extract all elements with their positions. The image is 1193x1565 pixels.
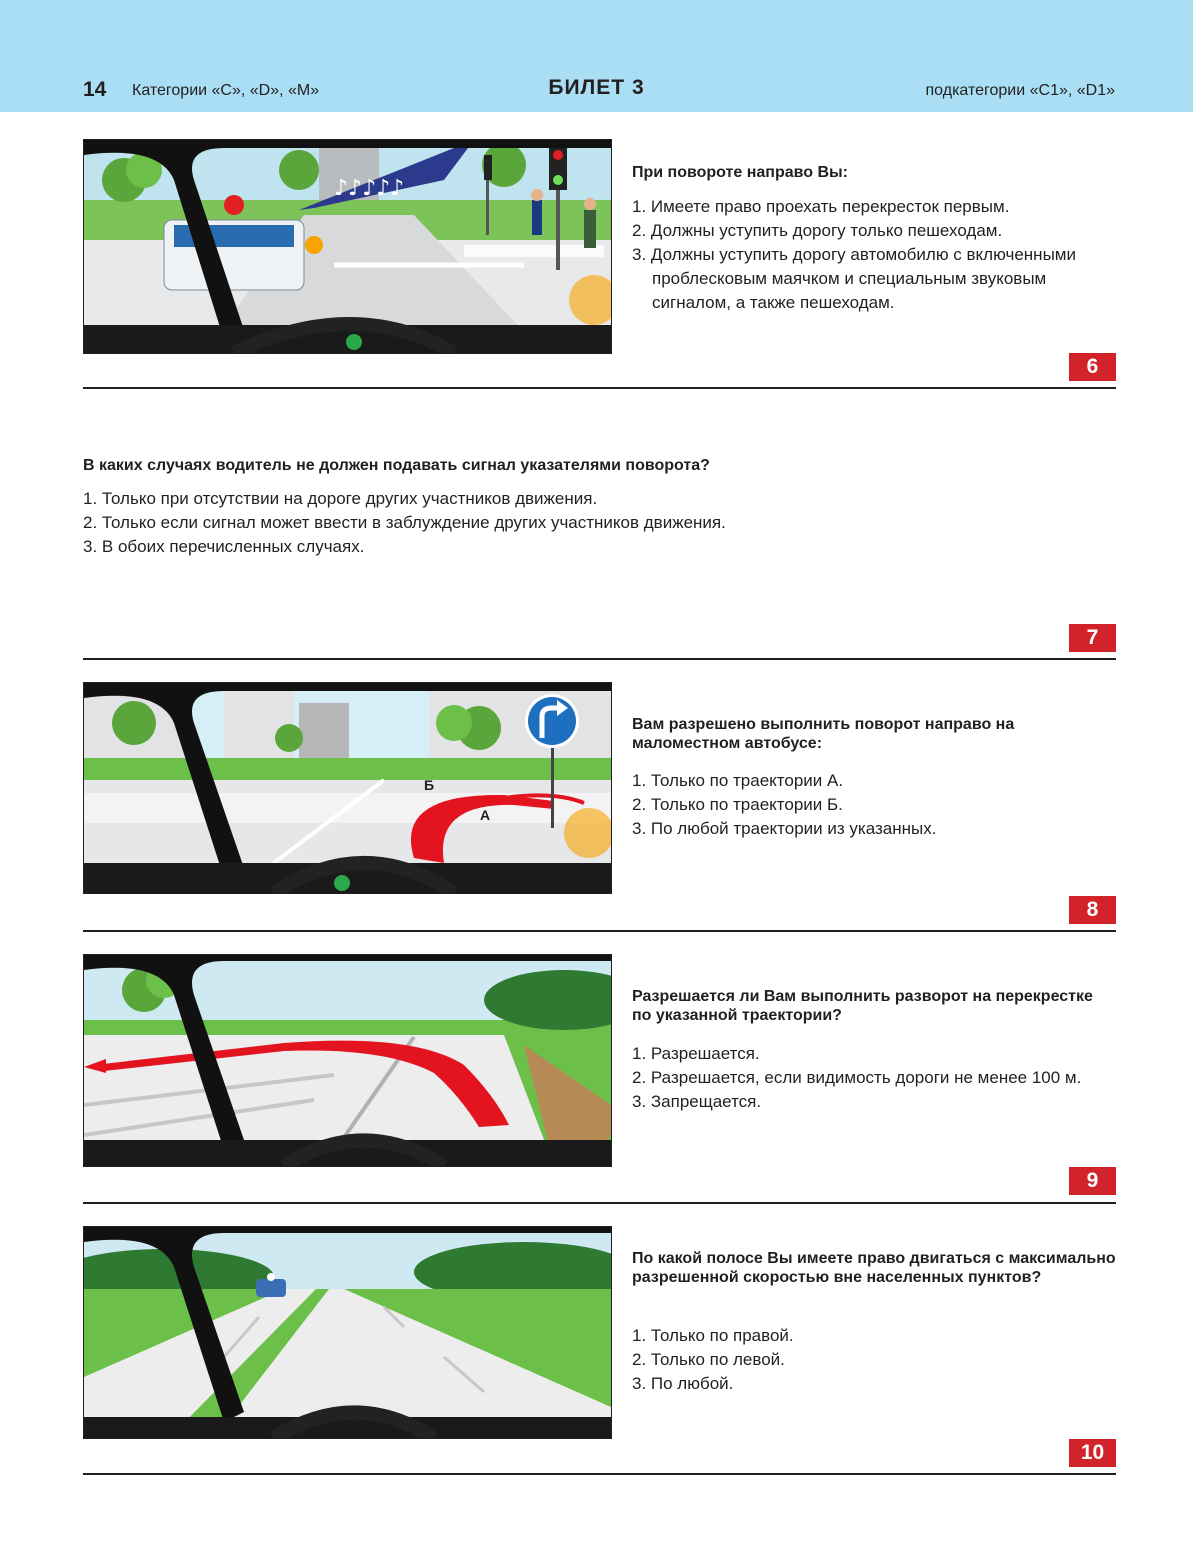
question-6-illustration — [83, 139, 612, 354]
categories-left: Категории «C», «D», «M» — [132, 82, 320, 99]
answer-item[interactable]: 1. Разрешается. — [632, 1044, 760, 1063]
answer-item[interactable]: 1. Только по правой. — [632, 1326, 794, 1345]
question-7-text: В каких случаях водитель не должен подавать сигнал указателями поворота? — [83, 457, 710, 474]
svg-text:♪♪♪♪♪: ♪♪♪♪♪ — [334, 176, 405, 201]
question-9-number: 9 — [1069, 1167, 1116, 1195]
question-10-answers — [632, 1324, 1116, 1396]
question-6-answers — [632, 195, 1118, 315]
answer-item[interactable]: 2. Только если сигнал может ввести в заблуждение других участников движения. — [83, 513, 726, 532]
answer-item[interactable]: 2. Только по траектории Б. — [632, 795, 843, 814]
question-10-illustration — [83, 1226, 612, 1439]
answer-item[interactable]: 1. Имеете право проехать перекресток первым. — [632, 197, 1010, 216]
question-8-number: 8 — [1069, 896, 1116, 924]
question-10-text: По какой полосе Вы имеете право двигаться с максимально разрешенной скоростью вне населенных пунктов? — [632, 1250, 1116, 1286]
trajectory-label-a: А — [480, 807, 491, 823]
question-7-number: 7 — [1069, 624, 1116, 652]
divider — [83, 658, 1116, 660]
answer-item[interactable]: 3. По любой. — [632, 1374, 734, 1393]
question-6-text: При повороте направо Вы: — [632, 164, 849, 181]
answer-item[interactable]: 1. Только по траектории А. — [632, 771, 844, 790]
answer-item[interactable]: 3. Запрещается. — [632, 1092, 762, 1111]
question-10-number: 10 — [1069, 1439, 1116, 1467]
categories-right: подкатегории «C1», «D1» — [925, 82, 1115, 99]
answer-item[interactable]: 1. Только при отсутствии на дороге других участников движения. — [83, 489, 598, 508]
answer-item[interactable]: 2. Разрешается, если видимость дороги не менее 100 м. — [632, 1068, 1082, 1087]
answer-item[interactable]: 2. Должны уступить дорогу только пешеходам. — [632, 221, 1003, 240]
question-9-illustration — [83, 954, 612, 1167]
answer-item[interactable]: 3. В обоих перечисленных случаях. — [83, 537, 365, 556]
question-8-illustration — [83, 682, 612, 894]
question-8-answers — [632, 769, 1116, 841]
divider — [83, 387, 1116, 389]
page-header — [0, 0, 1193, 112]
question-6-number: 6 — [1069, 353, 1116, 381]
trajectory-label-b: Б — [424, 777, 435, 793]
divider — [83, 930, 1116, 932]
ticket-title: БИЛЕТ 3 — [548, 76, 645, 99]
divider — [83, 1473, 1116, 1475]
question-8-text: Вам разрешено выполнить поворот направо на маломестном автобусе: — [632, 716, 1015, 752]
answer-item[interactable]: 2. Только по левой. — [632, 1350, 785, 1369]
page-number: 14 — [83, 78, 107, 101]
question-9-answers — [632, 1042, 1116, 1114]
divider — [83, 1202, 1116, 1204]
question-9-text: Разрешается ли Вам выполнить разворот на перекрестке по указанной траектории? — [632, 988, 1093, 1024]
question-7-answers — [83, 487, 1116, 559]
answer-item[interactable]: 3. Должны уступить дорогу автомобилю с включенными проблесковым маячком и специальным звуковым сигналом, а также пешеходам. — [632, 245, 1076, 312]
answer-item[interactable]: 3. По любой траектории из указанных. — [632, 819, 937, 838]
